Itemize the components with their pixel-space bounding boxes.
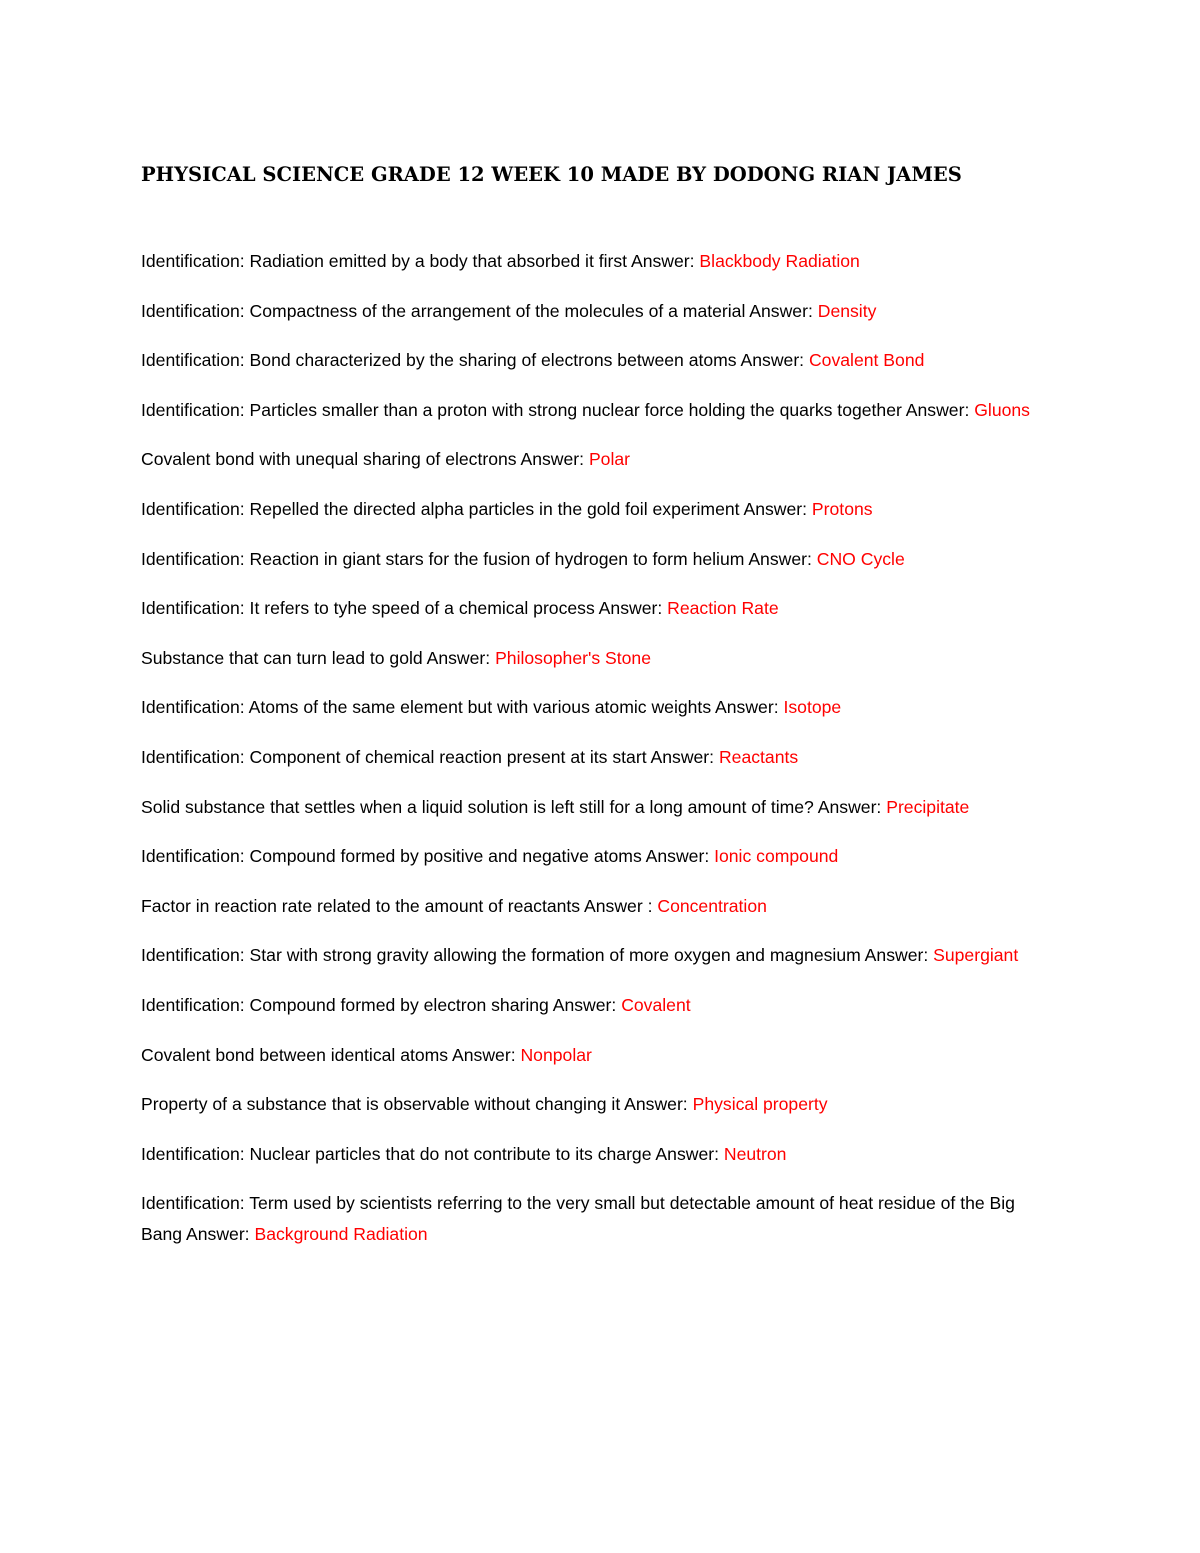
qa-item xyxy=(141,296,1051,327)
answer-text: Density xyxy=(817,300,877,321)
answer-text: Supergiant xyxy=(933,945,1019,966)
qa-item xyxy=(141,891,1051,922)
question-text: Identification: Radiation emitted by a body that absorbed it first Answer: xyxy=(141,251,700,271)
qa-item xyxy=(141,544,1051,575)
question-text: Identification: Term used by scientists referring to the very small but detectable amount of heat residue of the Big Bang Answer: xyxy=(141,1193,1015,1245)
qa-item xyxy=(141,1188,1051,1250)
qa-item xyxy=(141,246,1051,277)
qa-item xyxy=(141,395,1051,426)
question-text: Identification: Repelled the directed alpha particles in the gold foil experiment Answer: xyxy=(141,498,812,519)
qa-list xyxy=(141,246,1051,1269)
answer-text: Physical property xyxy=(692,1094,828,1115)
question-text: Identification: Atoms of the same element but with various atomic weights Answer: xyxy=(141,697,784,718)
question-text: Solid substance that settles when a liquid solution is left still for a long amount of time? Answer: xyxy=(141,796,887,817)
answer-text: CNO Cycle xyxy=(816,548,905,569)
answer-text: Gluons xyxy=(974,399,1030,420)
qa-item xyxy=(141,643,1051,674)
answer-text: Isotope xyxy=(783,697,842,718)
answer-text: Reaction Rate xyxy=(667,598,779,619)
qa-item xyxy=(141,990,1051,1021)
question-text: Identification: Nuclear particles that do not contribute to its charge Answer: xyxy=(141,1143,724,1164)
document-title: PHYSICAL SCIENCE GRADE 12 WEEK 10 MADE BY DODONG RIAN JAMES xyxy=(141,163,962,186)
answer-text: Philosopher's Stone xyxy=(495,647,652,668)
question-text: Factor in reaction rate related to the amount of reactants Answer : xyxy=(141,895,658,916)
qa-item xyxy=(141,841,1051,872)
qa-item xyxy=(141,1089,1051,1120)
answer-text: Precipitate xyxy=(886,796,970,817)
answer-text: Neutron xyxy=(723,1143,787,1164)
question-text: Identification: Compound formed by electron sharing Answer: xyxy=(141,994,622,1015)
answer-text: Covalent xyxy=(621,994,691,1015)
answer-text: Reactants xyxy=(718,746,799,767)
qa-item xyxy=(141,940,1051,971)
question-text: Identification: Compactness of the arrangement of the molecules of a material Answer: xyxy=(141,300,818,321)
question-text: Identification: Component of chemical reaction present at its start Answer: xyxy=(141,746,719,767)
answer-text: Ionic compound xyxy=(714,846,839,867)
question-text: Identification: Particles smaller than a proton with strong nuclear force holding the quarks together Answer: xyxy=(141,399,975,420)
question-text: Identification: Star with strong gravity allowing the formation of more oxygen and magnesium Answer: xyxy=(141,945,934,966)
answer-text: Blackbody Radiation xyxy=(699,251,860,271)
question-text: Identification: Reaction in giant stars for the fusion of hydrogen to form helium Answer: xyxy=(141,548,817,569)
answer-text: Covalent Bond xyxy=(808,350,925,371)
answer-text: Polar xyxy=(588,449,631,470)
question-text: Identification: It refers to tyhe speed of a chemical process Answer: xyxy=(141,598,668,619)
qa-item xyxy=(141,345,1051,376)
question-text: Covalent bond with unequal sharing of electrons Answer: xyxy=(141,449,589,470)
qa-item xyxy=(141,593,1051,624)
question-text: Substance that can turn lead to gold Answer: xyxy=(141,647,496,668)
qa-item xyxy=(141,494,1051,525)
qa-item xyxy=(141,1139,1051,1170)
qa-item xyxy=(141,792,1051,823)
qa-item xyxy=(141,692,1051,723)
qa-item xyxy=(141,1040,1051,1071)
question-text: Identification: Compound formed by positive and negative atoms Answer: xyxy=(141,846,715,867)
question-text: Identification: Bond characterized by the sharing of electrons between atoms Answer: xyxy=(141,350,809,371)
answer-text: Background Radiation xyxy=(254,1224,428,1245)
question-text: Property of a substance that is observable without changing it Answer: xyxy=(141,1094,693,1115)
answer-text: Concentration xyxy=(657,895,767,916)
question-text: Covalent bond between identical atoms Answer: xyxy=(141,1044,521,1065)
qa-item xyxy=(141,444,1051,475)
answer-text: Protons xyxy=(811,498,873,519)
qa-item xyxy=(141,742,1051,773)
answer-text: Nonpolar xyxy=(520,1044,592,1065)
